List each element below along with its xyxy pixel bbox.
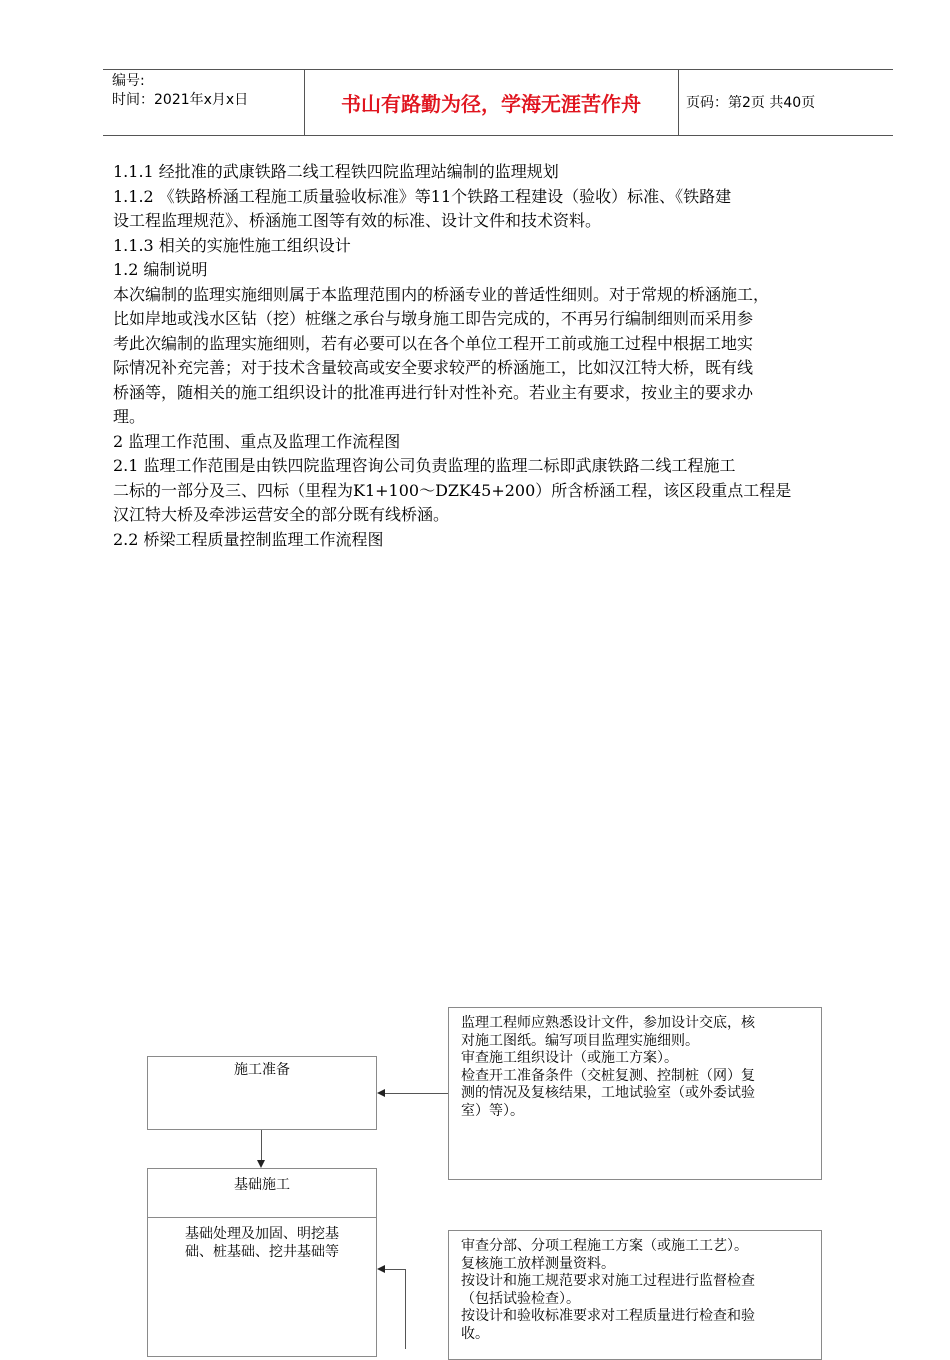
description-line-6: 理。 — [113, 407, 146, 426]
prep-arrow-line — [384, 1093, 448, 1094]
paragraph-1-1-2-line-1: 1.1.2 《铁路桥涵工程施工质量验收标准》等11个铁路工程建设（验收）标准、《铁路建 — [113, 186, 732, 206]
paragraph-1-1-2-line-2: 设工程监理规范》、桥涵施工图等有效的标准、设计文件和技术资料。 — [113, 211, 602, 230]
document-number-label: 编号: — [112, 73, 145, 89]
foundation-detail-text: 基础处理及加固、明挖基 础、桩基础、挖井基础等 — [185, 1226, 339, 1260]
section-heading-2: 2 监理工作范围、重点及监理工作流程图 — [113, 431, 401, 451]
foundation-arrow-vertical — [405, 1269, 406, 1349]
description-line-4: 际情况补充完善；对于技术含量较高或安全要求较严的桥涵施工，比如汉江特大桥，既有线 — [113, 358, 754, 377]
section-heading-2-2: 2.2 桥梁工程质量控制监理工作流程图 — [113, 529, 384, 549]
scope-line-2: 二标的一部分及三、四标（里程为K1+100～DZK45+200）所含桥涵工程，该区段重点工程是 — [113, 480, 792, 500]
prep-note-text: 监理工程师应熟悉设计文件，参加设计交底，核 对施工图纸。编写项目监理实施细则。 审查施工组织设计（或施工方案）。 检查开工准备条件（交桩复测、控制桩（网）复 测的情况及复核结果，工地试验室（或外委试验 室）等）。 — [461, 1015, 755, 1119]
document-body — [113, 160, 895, 552]
header-top-rule — [103, 69, 893, 70]
description-line-2: 比如岸地或浅水区钻（挖）桩继之承台与墩身施工即告完成的，不再另行编制细则而采用参 — [113, 309, 754, 328]
scope-line-3: 汉江特大桥及牵涉运营安全的部分既有线桥涵。 — [113, 505, 450, 524]
document-time-label: 时间：2021年x月x日 — [112, 92, 249, 108]
prep-arrow-head — [377, 1089, 385, 1097]
header-motto: 书山有路勤为径，学海无涯苦作舟 — [341, 92, 641, 116]
header-bottom-rule — [103, 135, 893, 136]
foundation-box-label: 基础施工 — [234, 1177, 290, 1193]
foundation-arrow-head — [377, 1265, 385, 1273]
header-divider-right — [678, 69, 679, 136]
flow-down-arrow — [257, 1160, 265, 1168]
foundation-arrow-line — [384, 1269, 406, 1270]
section-heading-1-2: 1.2 编制说明 — [113, 260, 208, 279]
description-line-3: 考此次编制的监理实施细则，若有必要可以在各个单位工程开工前或施工过程中根据工地实 — [113, 333, 754, 353]
description-line-1: 本次编制的监理实施细则属于本监理范围内的桥涵专业的普适性细则。对于常规的桥涵施工， — [113, 284, 770, 304]
paragraph-1-1-1: 1.1.1 经批准的武康铁路二线工程铁四院监理站编制的监理规划 — [113, 162, 559, 181]
page-number-label: 页码：第2页 共40页 — [686, 95, 816, 111]
foundation-note-text: 审查分部、分项工程施工方案（或施工工艺）。 复核施工放样测量资料。 按设计和施工规范要求对施工过程进行监督检查 （包括试验检查）。 按设计和验收标准要求对工程质量进行检查和验 收。 — [461, 1238, 755, 1342]
prep-box-label: 施工准备 — [234, 1062, 290, 1078]
flow-down-line — [261, 1130, 262, 1160]
description-line-5: 桥涵等，随相关的施工组织设计的批准再进行针对性补充。若业主有要求，按业主的要求办 — [113, 382, 754, 402]
paragraph-1-1-3: 1.1.3 相关的实施性施工组织设计 — [113, 235, 351, 255]
scope-line-1: 2.1 监理工作范围是由铁四院监理咨询公司负责监理的监理二标即武康铁路二线工程施工 — [113, 456, 736, 475]
